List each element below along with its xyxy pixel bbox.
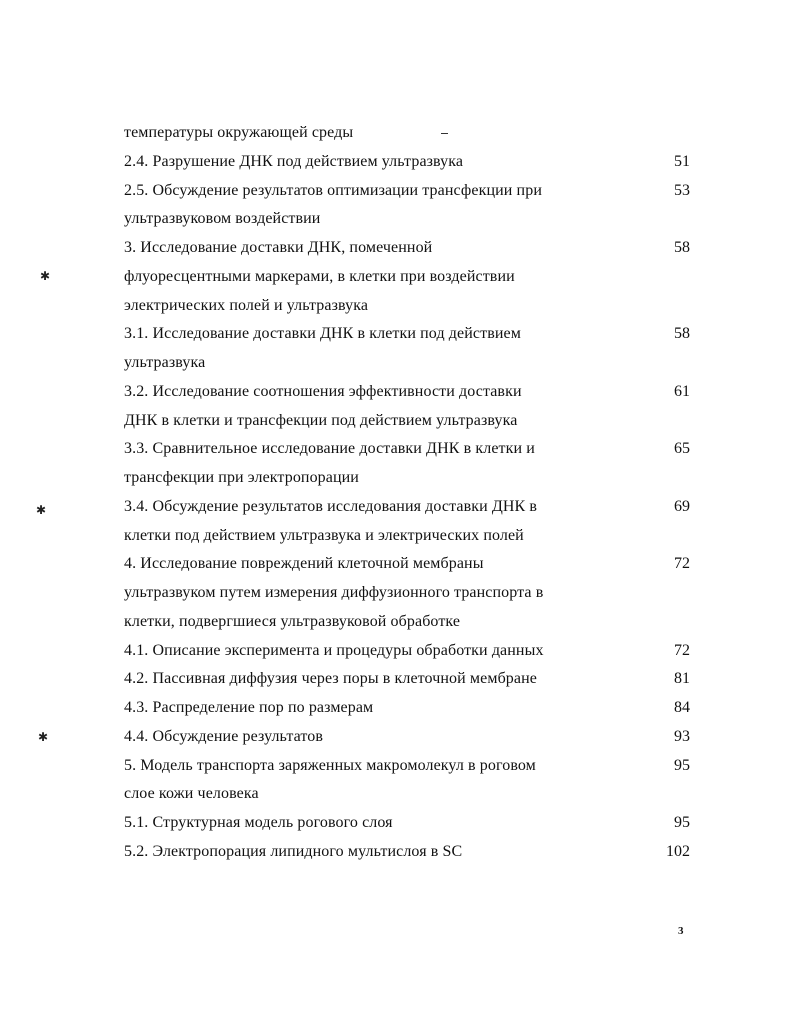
toc-entry-line: электрических полей и ультразвука [124,296,369,314]
toc-entry-line: 4.4. Обсуждение результатов [124,727,324,745]
toc-entry-line: 2.4. Разрушение ДНК под действием ультразвука [124,152,464,170]
toc-entry-line: 3.2. Исследование соотношения эффективности доставки [124,382,522,400]
scan-mark [441,133,448,134]
scan-speck-icon: ✱ [40,269,51,283]
toc-entry-line: 3.3. Сравнительное исследование доставки ДНК в клетки и [124,440,535,458]
toc-entry-line: 4.1. Описание эксперимента и процедуры обработки данных [124,641,544,659]
toc-entry-line: ультразвуком путем измерения диффузионного транспорта в [124,584,544,601]
toc-page-number: 51 [674,152,690,170]
toc-page-number: 95 [674,756,690,774]
page-number: 3 [678,925,684,937]
toc-entry-line: слое кожи человека [124,785,259,803]
scan-speck-icon: ✱ [38,730,49,744]
toc-entry-line: 5.2. Электропорация липидного мультислоя в SC [124,842,463,860]
toc-page-number: 72 [674,555,690,573]
toc-entry-line: температуры окружающей среды [124,124,354,141]
toc-entry-line: 2.5. Обсуждение результатов оптимизации трансфекции при [124,181,542,199]
toc-entry-line: ДНК в клетки и трансфекции под действием ультразвука [124,411,518,429]
toc-entry-line: клетки, подвергшиеся ультразвуковой обработке [124,612,461,630]
toc-page-number: 61 [674,382,690,400]
toc-entry-line: 3. Исследование доставки ДНК, помеченной [124,239,433,256]
toc-page-number: 84 [674,699,690,716]
toc-entry-line: 4.3. Распределение пор по размерам [124,699,374,716]
toc-entry-line: трансфекции при электропорации [124,469,359,486]
toc-page-number: 65 [674,440,690,458]
toc-entry-line: 5. Модель транспорта заряженных макромолекул в роговом [124,756,536,774]
toc-entry-line: 3.4. Обсуждение результатов исследования доставки ДНК в [124,497,538,515]
toc-page-number: 72 [674,641,690,659]
toc-page-number: 81 [674,670,690,688]
toc-page-number: 102 [666,842,690,860]
scan-speck-icon: ✱ [36,503,47,517]
toc-page-number: 53 [674,181,690,199]
toc-page-number: 58 [674,239,690,256]
toc-entry-line: клетки под действием ультразвука и электрических полей [124,526,524,544]
toc-page-number: 58 [674,325,690,343]
toc-entry-line: 3.1. Исследование доставки ДНК в клетки под действием [124,325,521,343]
toc-page-number: 69 [674,497,690,515]
toc-entry-line: 4.2. Пассивная диффузия через поры в клеточной мембране [124,670,537,688]
toc-entry-line: флуоресцентными маркерами, в клетки при воздействии [124,267,515,285]
toc-entry-line: 5.1. Структурная модель рогового слоя [124,814,393,831]
toc-entry-line: ультразвуковом воздействии [124,210,321,228]
toc-entry-line: ультразвука [124,354,206,371]
toc-page-number: 93 [674,727,690,745]
toc-entry-line: 4. Исследование повреждений клеточной мембраны [124,555,484,573]
toc-page-number: 95 [674,814,690,831]
